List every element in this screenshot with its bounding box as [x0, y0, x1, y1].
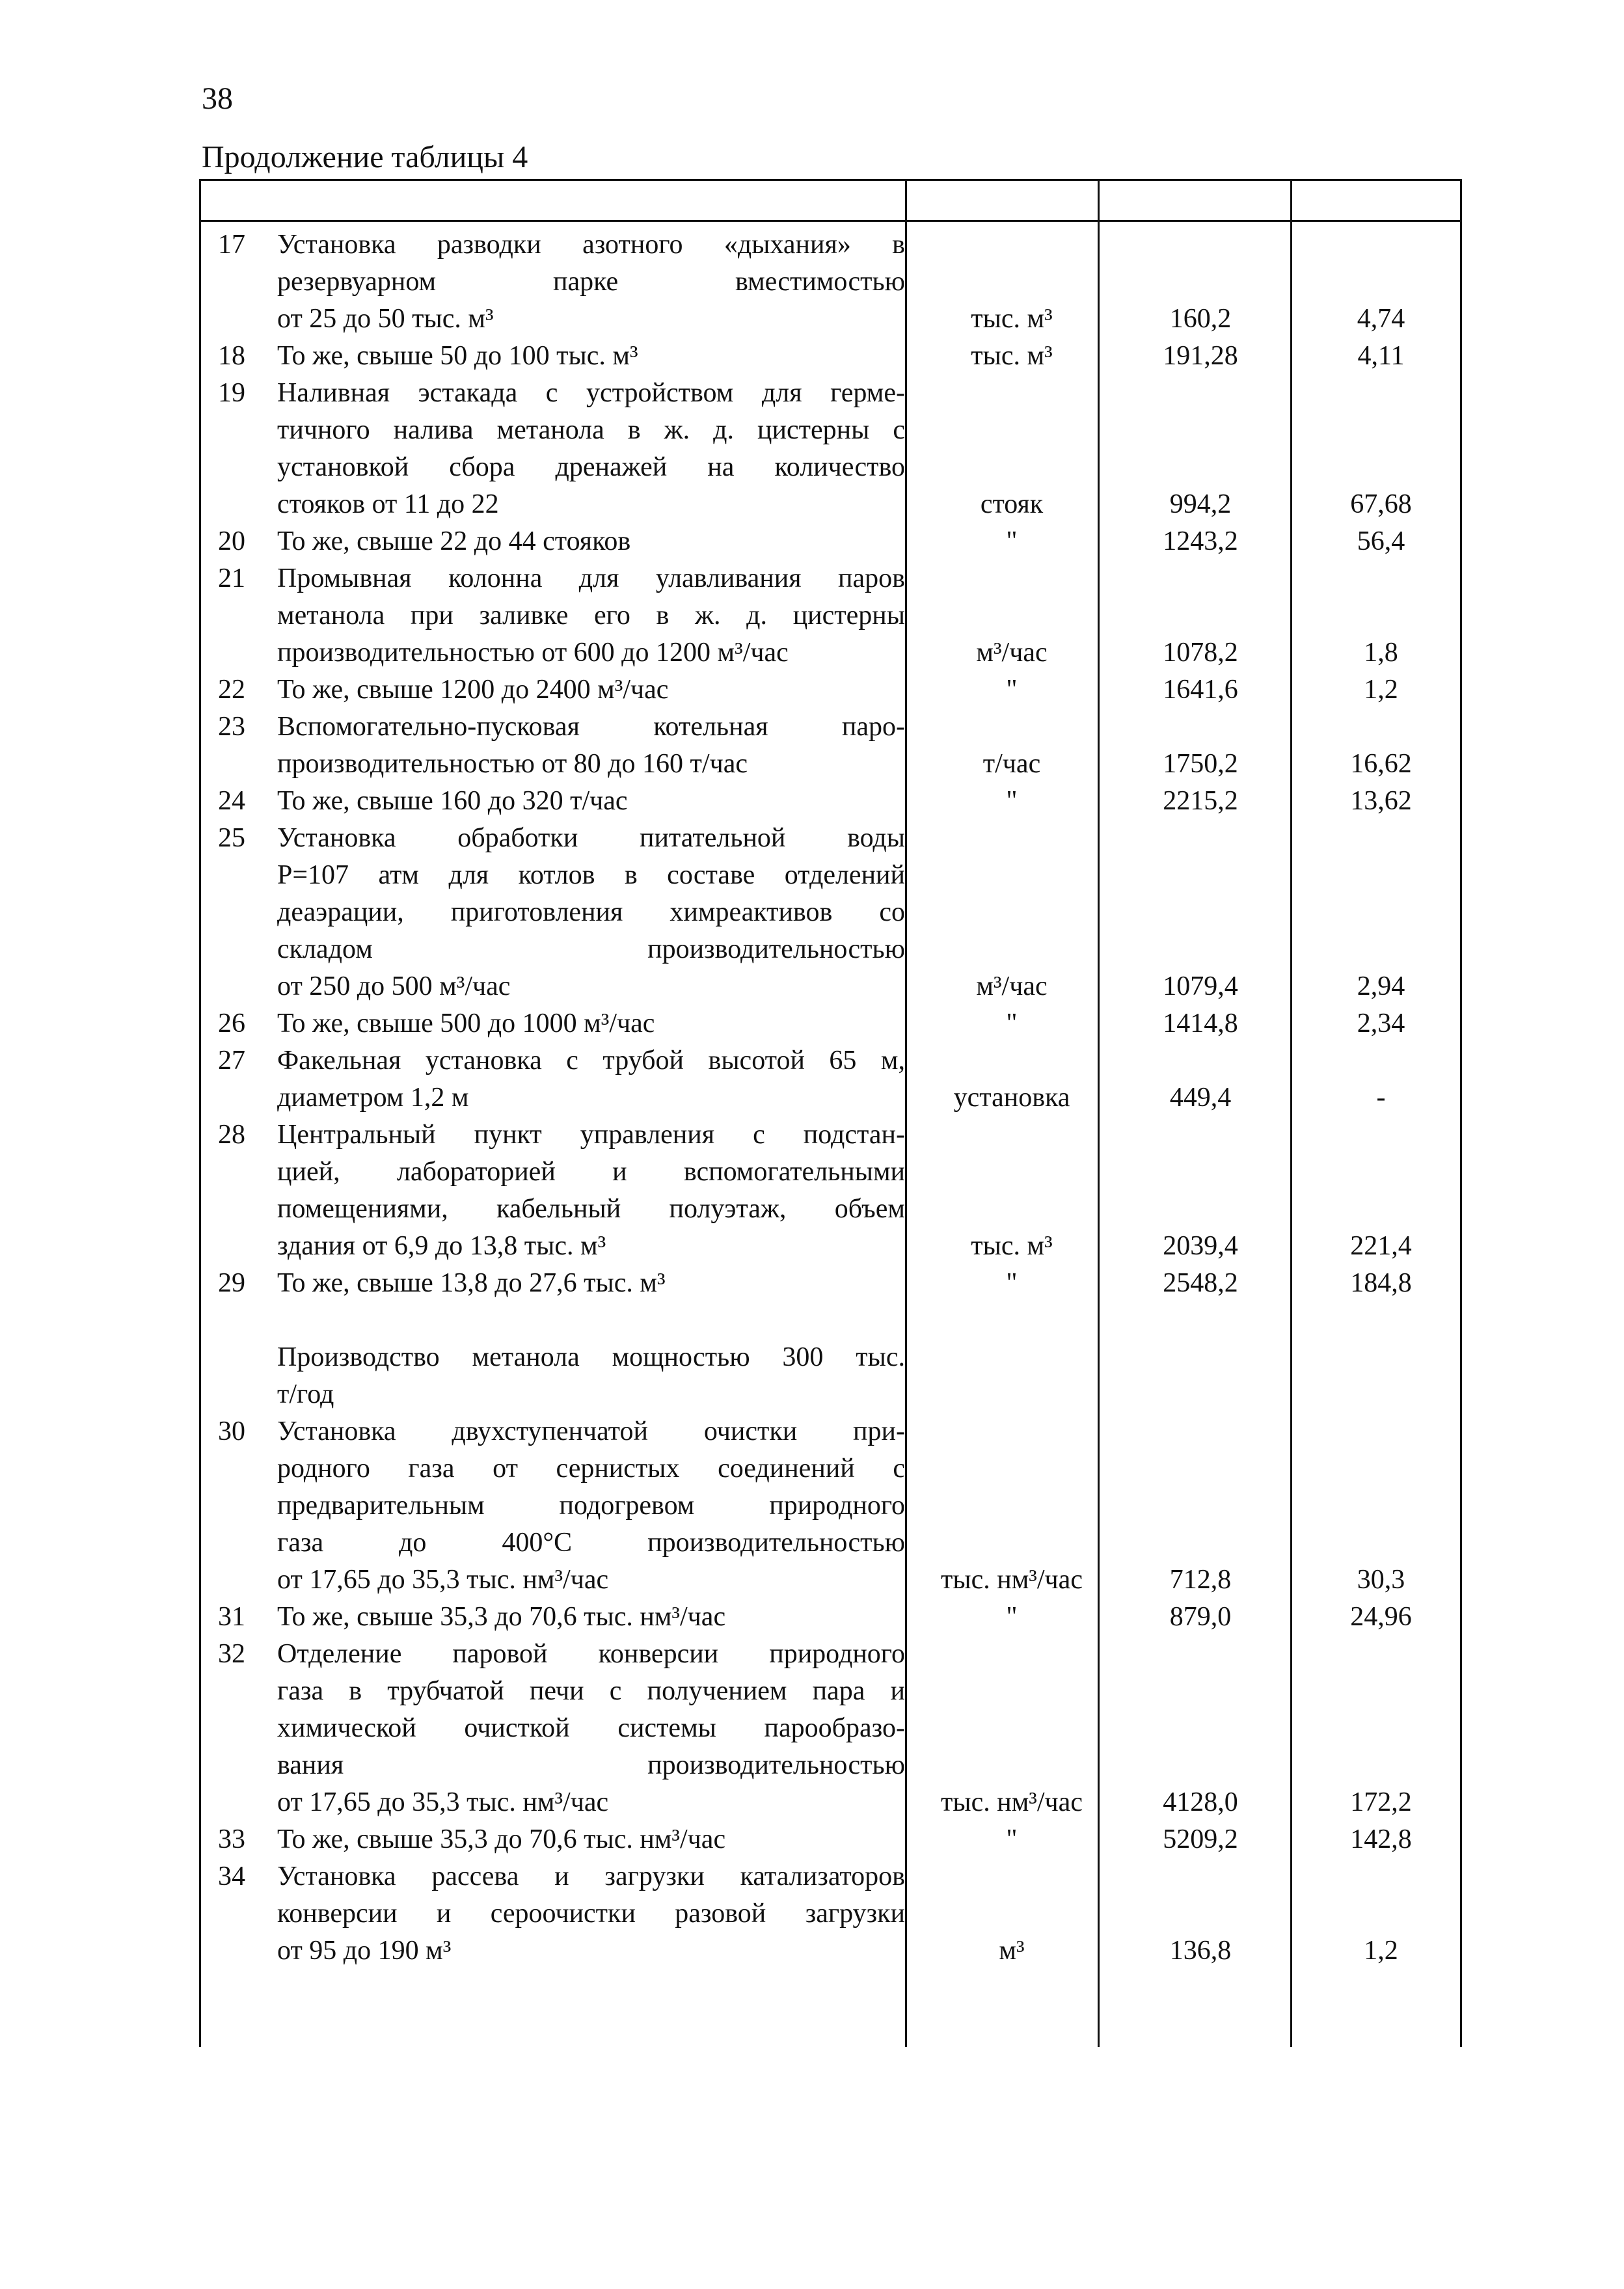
- row-number: 23: [218, 712, 245, 742]
- row-value-2: 221,4: [1350, 1231, 1412, 1261]
- row-unit: тыс. нм³/час: [941, 1787, 1083, 1817]
- row-value-1: 879,0: [1169, 1602, 1232, 1632]
- description-line: предварительным подогревом природного: [277, 1491, 905, 1521]
- description-line: диаметром 1,2 м: [277, 1083, 469, 1113]
- row-unit: м³/час: [976, 638, 1048, 668]
- row-unit: тыс. м³: [971, 341, 1053, 371]
- row-description: [277, 375, 905, 523]
- description-line: цией, лабораторией и вспомогательными: [277, 1157, 905, 1187]
- row-value-1: 1078,2: [1163, 638, 1238, 668]
- row-unit: ": [1006, 675, 1018, 705]
- row-value-1: 4128,0: [1163, 1787, 1238, 1817]
- row-number: 31: [218, 1602, 245, 1632]
- description-line: То же, свыше 22 до 44 стояков: [277, 526, 631, 556]
- row-number: 17: [218, 230, 245, 260]
- row-number: 19: [218, 378, 245, 408]
- row-number: 27: [218, 1046, 245, 1076]
- description-line: То же, свыше 35,3 до 70,6 тыс. нм³/час: [277, 1824, 726, 1854]
- description-line: производительностью от 600 до 1200 м³/час: [277, 638, 789, 668]
- description-line: вания производительностью: [277, 1750, 905, 1780]
- row-value-1: 2039,4: [1163, 1231, 1238, 1261]
- row-description: [277, 709, 905, 783]
- description-line: здания от 6,9 до 13,8 тыс. м³: [277, 1231, 606, 1261]
- row-unit: тыс. м³: [971, 304, 1053, 334]
- row-description: [277, 783, 905, 820]
- description-line: газа до 400°С производительностью: [277, 1528, 905, 1558]
- description-line: конверсии и сероочистки разовой загрузки: [277, 1899, 905, 1929]
- section-heading-line: Производство метанола мощностью 300 тыс.: [277, 1342, 905, 1372]
- description-line: То же, свыше 35,3 до 70,6 тыс. нм³/час: [277, 1602, 726, 1632]
- row-unit: ": [1006, 1602, 1018, 1632]
- row-value-2: 184,8: [1350, 1268, 1412, 1298]
- row-description: [277, 820, 905, 1005]
- row-value-1: 5209,2: [1163, 1824, 1238, 1854]
- row-value-1: 136,8: [1169, 1936, 1232, 1966]
- row-value-2: 30,3: [1357, 1565, 1405, 1595]
- row-value-2: 56,4: [1357, 526, 1405, 556]
- row-value-2: 172,2: [1350, 1787, 1412, 1817]
- row-value-2: 2,94: [1357, 971, 1405, 1001]
- row-unit: ": [1006, 1824, 1018, 1854]
- description-line: складом производительностью: [277, 934, 905, 964]
- row-description: [277, 1599, 905, 1636]
- row-value-1: 449,4: [1169, 1083, 1232, 1113]
- column-divider-3: [1290, 179, 1292, 2047]
- description-line: от 17,65 до 35,3 тыс. нм³/час: [277, 1787, 609, 1817]
- row-value-1: 2215,2: [1163, 786, 1238, 816]
- table-header-separator: [199, 220, 1462, 222]
- description-line: Отделение паровой конверсии природного: [277, 1639, 905, 1669]
- description-line: резервуарном парке вместимостью: [277, 267, 905, 297]
- row-description: [277, 1117, 905, 1265]
- row-unit: ": [1006, 1268, 1018, 1298]
- row-number: 26: [218, 1009, 245, 1038]
- description-line: тичного налива метанола в ж. д. цистерны с: [277, 415, 905, 445]
- row-unit: тыс. м³: [971, 1231, 1053, 1261]
- row-number: 24: [218, 786, 245, 816]
- description-line: То же, свыше 13,8 до 27,6 тыс. м³: [277, 1268, 666, 1298]
- row-unit: тыс. нм³/час: [941, 1565, 1083, 1595]
- description-line: То же, свыше 1200 до 2400 м³/час: [277, 675, 669, 705]
- description-line: производительностью от 80 до 160 т/час: [277, 749, 748, 779]
- description-line: деаэрации, приготовления химреактивов со: [277, 897, 905, 927]
- row-number: 33: [218, 1824, 245, 1854]
- row-description: [277, 1042, 905, 1117]
- description-line: Установка двухступенчатой очистки при-: [277, 1416, 905, 1446]
- description-line: от 95 до 190 м³: [277, 1936, 452, 1966]
- description-line: химической очисткой системы парообразо-: [277, 1713, 905, 1743]
- description-line: установкой сбора дренажей на количество: [277, 452, 905, 482]
- row-value-2: 1,8: [1364, 638, 1398, 668]
- row-description: [277, 1005, 905, 1042]
- row-unit: м³: [999, 1936, 1025, 1966]
- row-unit: ": [1006, 786, 1018, 816]
- row-value-1: 1750,2: [1163, 749, 1238, 779]
- row-value-1: 191,28: [1163, 341, 1238, 371]
- row-description: [277, 338, 905, 375]
- row-unit: т/час: [982, 749, 1041, 779]
- row-value-1: 160,2: [1169, 304, 1232, 334]
- table-top-border: [199, 179, 1462, 181]
- description-line: То же, свыше 160 до 320 т/час: [277, 786, 628, 816]
- row-value-1: 994,2: [1169, 489, 1232, 519]
- row-description: [277, 523, 905, 560]
- row-number: 20: [218, 526, 245, 556]
- description-line: метанола при заливке его в ж. д. цистерны: [277, 601, 905, 630]
- row-number: 21: [218, 563, 245, 593]
- row-description: [277, 1413, 905, 1599]
- row-value-2: 13,62: [1350, 786, 1412, 816]
- row-unit: ": [1006, 526, 1018, 556]
- description-line: Факельная установка с трубой высотой 65 м,: [277, 1046, 905, 1076]
- description-line: Установка рассева и загрузки катализаторов: [277, 1862, 905, 1891]
- description-line: газа в трубчатой печи с получением пара и: [277, 1676, 905, 1706]
- section-heading: [277, 1339, 905, 1413]
- row-value-2: 16,62: [1350, 749, 1412, 779]
- description-line: родного газа от сернистых соединений с: [277, 1454, 905, 1483]
- description-line: от 17,65 до 35,3 тыс. нм³/час: [277, 1565, 609, 1595]
- description-line: Наливная эстакада с устройством для герме-: [277, 378, 905, 408]
- description-line: Установка обработки питательной воды: [277, 823, 905, 853]
- row-number: 28: [218, 1120, 245, 1150]
- row-value-1: 1243,2: [1163, 526, 1238, 556]
- row-value-1: 1641,6: [1163, 675, 1238, 705]
- row-description: [277, 1821, 905, 1858]
- row-number: 25: [218, 823, 245, 853]
- row-value-1: 2548,2: [1163, 1268, 1238, 1298]
- row-value-2: 1,2: [1364, 675, 1398, 705]
- row-number: 34: [218, 1862, 245, 1891]
- description-line: Промывная колонна для улавливания паров: [277, 563, 905, 593]
- description-line: от 25 до 50 тыс. м³: [277, 304, 494, 334]
- page-number: 38: [202, 81, 233, 116]
- row-number: 29: [218, 1268, 245, 1298]
- row-description: [277, 671, 905, 709]
- table-left-border: [199, 179, 201, 2047]
- description-line: То же, свыше 50 до 100 тыс. м³: [277, 341, 638, 371]
- table-caption: Продолжение таблицы 4: [202, 140, 528, 174]
- row-value-2: 4,11: [1357, 341, 1405, 371]
- row-unit: ": [1006, 1009, 1018, 1038]
- section-heading-line: т/год: [277, 1379, 334, 1409]
- table-right-border: [1460, 179, 1462, 2047]
- row-number: 18: [218, 341, 245, 371]
- row-value-2: 24,96: [1350, 1602, 1412, 1632]
- row-value-1: 1414,8: [1163, 1009, 1238, 1038]
- description-line: Вспомогательно-пусковая котельная паро-: [277, 712, 905, 742]
- description-line: Р=107 атм для котлов в составе отделений: [277, 860, 905, 890]
- description-line: Центральный пункт управления с подстан-: [277, 1120, 905, 1150]
- description-line: Установка разводки азотного «дыхания» в: [277, 230, 905, 260]
- description-line: То же, свыше 500 до 1000 м³/час: [277, 1009, 655, 1038]
- row-value-2: 1,2: [1364, 1936, 1398, 1966]
- row-value-2: -: [1376, 1083, 1386, 1113]
- row-description: [277, 1265, 905, 1302]
- row-unit: м³/час: [976, 971, 1048, 1001]
- row-number: 22: [218, 675, 245, 705]
- description-line: стояков от 11 до 22: [277, 489, 499, 519]
- column-divider-1: [905, 179, 907, 2047]
- row-description: [277, 560, 905, 671]
- row-value-2: 4,74: [1357, 304, 1405, 334]
- row-value-2: 67,68: [1350, 489, 1412, 519]
- row-value-2: 142,8: [1350, 1824, 1412, 1854]
- row-number: 32: [218, 1639, 245, 1669]
- row-number: 30: [218, 1416, 245, 1446]
- description-line: от 250 до 500 м³/час: [277, 971, 511, 1001]
- row-value-2: 2,34: [1357, 1009, 1405, 1038]
- row-description: [277, 1858, 905, 1970]
- description-line: помещениями, кабельный полуэтаж, объем: [277, 1194, 905, 1224]
- row-value-1: 712,8: [1169, 1565, 1232, 1595]
- row-description: [277, 1636, 905, 1821]
- row-unit: стояк: [980, 489, 1044, 519]
- row-unit: установка: [953, 1083, 1070, 1113]
- row-value-1: 1079,4: [1163, 971, 1238, 1001]
- row-description: [277, 226, 905, 338]
